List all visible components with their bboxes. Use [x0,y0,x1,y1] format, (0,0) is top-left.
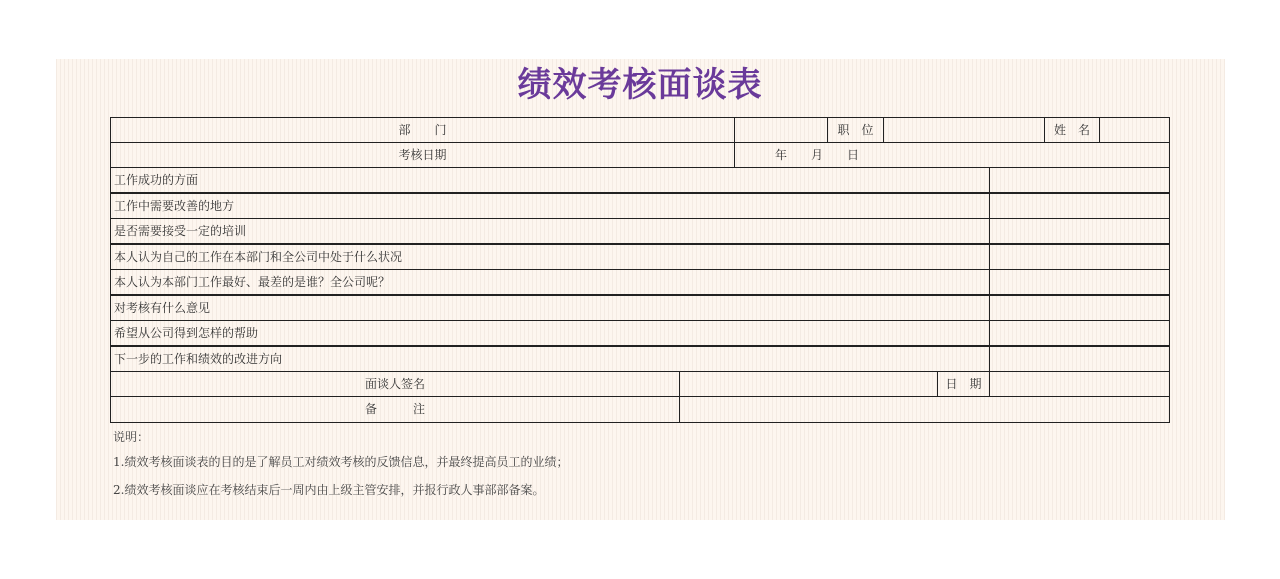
department-label: 部 门 [110,117,735,143]
question-label: 工作成功的方面 [110,167,990,193]
question-answer-field[interactable] [989,218,1170,244]
name-value-cell[interactable] [1099,117,1170,143]
question-label: 本人认为自己的工作在本部门和全公司中处于什么状况 [110,244,990,270]
appraisal-form [110,117,1170,423]
question-answer-field[interactable] [989,269,1170,295]
question-answer-field[interactable] [989,295,1170,321]
notes-heading: 说明： [113,430,150,444]
question-answer-field[interactable] [989,167,1170,193]
position-value-cell[interactable] [883,117,1045,143]
question-label: 希望从公司得到怎样的帮助 [110,320,990,346]
question-answer-field[interactable] [989,346,1170,372]
form-title: 绩效考核面谈表 [517,65,763,105]
question-label: 对考核有什么意见 [110,295,990,321]
name-label: 姓 名 [1044,117,1100,143]
question-answer-field[interactable] [989,244,1170,270]
question-label: 本人认为本部门工作最好、最差的是谁？全公司呢？ [110,269,990,295]
remarks-label: 备 注 [110,396,680,423]
review-date-label: 考核日期 [110,142,735,168]
department-value-cell[interactable] [734,117,828,143]
question-label: 工作中需要改善的地方 [110,193,990,219]
position-label: 职 位 [827,117,884,143]
note-item-1: 1.绩效考核面谈表的目的是了解员工对绩效考核的反馈信息，并最终提高员工的业绩； [113,455,569,469]
remarks-field[interactable] [679,396,1170,423]
note-item-2: 2.绩效考核面谈应在考核结束后一周内由上级主管安排，并报行政人事部部备案。 [113,483,545,497]
review-date-value[interactable]: 年 月 日 [734,142,1170,168]
signature-date-field[interactable] [989,371,1170,397]
question-label: 是否需要接受一定的培训 [110,218,990,244]
question-label: 下一步的工作和绩效的改进方向 [110,346,990,372]
interviewer-signature-label: 面谈人签名 [110,371,680,397]
question-answer-field[interactable] [989,320,1170,346]
question-answer-field[interactable] [989,193,1170,219]
interviewer-signature-field[interactable] [679,371,938,397]
signature-date-label: 日 期 [937,371,990,397]
